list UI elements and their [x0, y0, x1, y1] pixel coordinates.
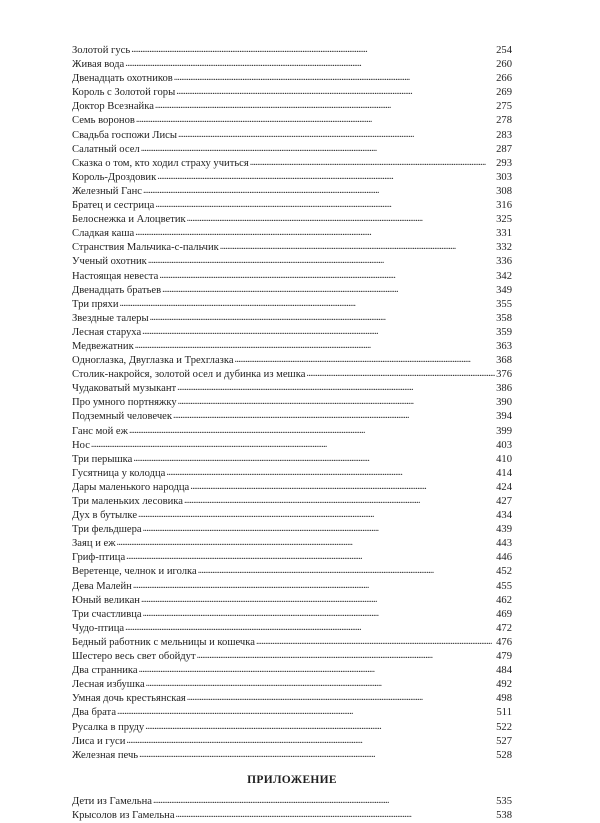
- dot-leader: [150, 311, 496, 325]
- dot-leader: [141, 593, 495, 607]
- dot-leader: [148, 254, 495, 268]
- dot-leader: [159, 269, 495, 283]
- toc-entry-title: Двенадцать братьев: [72, 284, 162, 296]
- toc-entry-page-number: 424: [496, 481, 512, 493]
- toc-entry-page-number: 522: [496, 721, 512, 733]
- dot-leader: [126, 734, 495, 748]
- toc-entry-page-number: 283: [496, 129, 512, 141]
- toc-entry: [72, 495, 512, 509]
- toc-entry-title: Ученый охотник: [72, 256, 147, 268]
- toc-entry-title: Лесная старуха: [72, 326, 142, 338]
- toc-entry-title: Настоящая невеста: [72, 270, 159, 282]
- dot-leader: [133, 579, 495, 593]
- dot-leader: [306, 367, 495, 381]
- toc-entry: [72, 608, 512, 622]
- toc-entry: [72, 636, 512, 650]
- toc-entry: [72, 650, 512, 664]
- appendix-heading: ПРИЛОЖЕНИЕ: [247, 773, 337, 786]
- toc-entry: [72, 523, 512, 537]
- toc-entry: [72, 481, 512, 495]
- dot-leader: [174, 71, 495, 85]
- toc-entry-title: Три перышка: [72, 453, 133, 465]
- toc-entry-title: Дары маленького народца: [72, 481, 190, 493]
- toc-entry-page-number: 303: [496, 171, 512, 183]
- toc-entry-page-number: 394: [496, 411, 512, 423]
- toc-entry-title: Дева Малейн: [72, 580, 132, 592]
- dot-leader: [143, 184, 495, 198]
- dot-leader: [141, 142, 495, 156]
- toc-entry-title: Веретенце, челнок и иголка: [72, 566, 197, 578]
- toc-entry-page-number: 443: [496, 538, 512, 550]
- toc-entry: [72, 735, 512, 749]
- dot-leader: [135, 226, 495, 240]
- toc-entry: [72, 509, 512, 523]
- toc-entry-title: Ганс мой еж: [72, 425, 128, 437]
- toc-entry-page-number: 462: [496, 594, 512, 606]
- toc-entry: [72, 537, 512, 551]
- dot-leader: [235, 353, 496, 367]
- toc-entry: [72, 551, 512, 565]
- toc-entry: [72, 157, 512, 171]
- toc-entry-title: Умная дочь крестьянская: [72, 693, 186, 705]
- toc-entry-page-number: 472: [496, 622, 512, 634]
- toc-entry-page-number: 325: [496, 214, 512, 226]
- toc-entry: [72, 580, 512, 594]
- toc-entry-title: Живая вода: [72, 59, 125, 71]
- toc-entry-page-number: 479: [496, 651, 512, 663]
- dot-leader: [136, 113, 495, 127]
- toc-entry-title: Король-Дроздовик: [72, 171, 157, 183]
- toc-entry-page-number: 266: [496, 73, 512, 85]
- toc-entry-page-number: 331: [496, 228, 512, 240]
- toc-entry: [72, 382, 512, 396]
- toc-entry: [72, 809, 512, 823]
- toc-entry-title: Три пряхи: [72, 298, 119, 310]
- toc-entry-title: Странствия Мальчика-с-пальчик: [72, 242, 219, 254]
- toc-entry-title: Салатный осел: [72, 143, 140, 155]
- toc-entry-page-number: 455: [496, 580, 512, 592]
- toc-entry-title: Чудо-птица: [72, 622, 125, 634]
- toc-entry: [72, 565, 512, 579]
- toc-entry-page-number: 469: [496, 608, 512, 620]
- dot-leader: [162, 283, 495, 297]
- toc-entry-title: Двенадцать охотников: [72, 73, 173, 85]
- toc-entry-title: Шестеро весь свет обойдут: [72, 651, 196, 663]
- toc-entry: [72, 284, 512, 298]
- dot-leader: [126, 550, 495, 564]
- toc-entry-title: Сладкая каша: [72, 228, 135, 240]
- dot-leader: [166, 466, 495, 480]
- dot-leader: [143, 522, 495, 536]
- toc-entry: [72, 185, 512, 199]
- toc-entry: [72, 143, 512, 157]
- toc-entry-page-number: 386: [496, 383, 512, 395]
- toc-entry-title: Гриф-птица: [72, 552, 126, 564]
- dot-leader: [91, 438, 495, 452]
- toc-entry: [72, 664, 512, 678]
- table-of-contents: [72, 44, 512, 823]
- toc-entry-page-number: 287: [496, 143, 512, 155]
- appendix-list: [72, 795, 512, 823]
- toc-entry: [72, 326, 512, 340]
- toc-entry: [72, 396, 512, 410]
- toc-entry: [72, 171, 512, 185]
- toc-entry-title: Заяц и еж: [72, 538, 116, 550]
- dot-leader: [178, 395, 495, 409]
- dot-leader: [129, 424, 495, 438]
- toc-entry: [72, 795, 512, 809]
- toc-entry-page-number: 358: [496, 312, 512, 324]
- toc-entry-page-number: 316: [496, 200, 512, 212]
- toc-entry-page-number: 498: [496, 693, 512, 705]
- dot-leader: [187, 212, 495, 226]
- toc-entry-page-number: 535: [496, 795, 512, 807]
- toc-entry-page-number: 359: [496, 326, 512, 338]
- toc-entry-title: Лиса и гуси: [72, 735, 126, 747]
- toc-entry: [72, 354, 512, 368]
- toc-entry-title: Столик-накройся, золотой осел и дубинка из мешка: [72, 369, 306, 381]
- dot-leader: [125, 621, 495, 635]
- dot-leader: [143, 607, 496, 621]
- dot-leader: [197, 649, 496, 663]
- toc-entry: [72, 270, 512, 284]
- toc-entry-page-number: 293: [496, 157, 512, 169]
- toc-entry-page-number: 511: [496, 707, 512, 719]
- dot-leader: [117, 536, 496, 550]
- toc-entry-page-number: 403: [496, 439, 512, 451]
- dot-leader: [173, 409, 495, 423]
- toc-entry-page-number: 527: [496, 735, 512, 747]
- toc-entry-title: Дух в бутылке: [72, 510, 138, 522]
- dot-leader: [184, 494, 495, 508]
- toc-entry-title: Железный Ганс: [72, 185, 142, 197]
- toc-entry: [72, 410, 512, 424]
- toc-list: [72, 44, 512, 763]
- toc-entry: [72, 227, 512, 241]
- dot-leader: [125, 57, 495, 71]
- toc-entry-title: Братец и сестрица: [72, 200, 155, 212]
- dot-leader: [256, 635, 495, 649]
- dot-leader: [139, 663, 496, 677]
- toc-entry-page-number: 269: [496, 87, 512, 99]
- toc-entry-title: Железная печь: [72, 749, 139, 761]
- toc-entry-page-number: 278: [496, 115, 512, 127]
- toc-entry: [72, 340, 512, 354]
- dot-leader: [250, 156, 495, 170]
- toc-entry-title: Семь воронов: [72, 115, 135, 127]
- toc-entry-page-number: 446: [496, 552, 512, 564]
- toc-entry-page-number: 368: [496, 355, 512, 367]
- toc-entry-page-number: 492: [496, 679, 512, 691]
- toc-entry: [72, 749, 512, 763]
- toc-entry-title: Три маленьких лесовика: [72, 496, 183, 507]
- toc-entry-page-number: 349: [496, 284, 512, 296]
- toc-entry-page-number: 427: [496, 496, 512, 507]
- toc-entry-title: Звездные талеры: [72, 312, 149, 324]
- toc-entry: [72, 692, 512, 706]
- dot-leader: [138, 508, 495, 522]
- toc-entry-title: Лесная избушка: [72, 679, 145, 691]
- toc-entry-page-number: 434: [496, 510, 512, 522]
- toc-entry: [72, 453, 512, 467]
- toc-entry-title: Свадьба госпожи Лисы: [72, 129, 177, 141]
- dot-leader: [131, 43, 495, 57]
- toc-entry-page-number: 410: [496, 453, 512, 465]
- toc-entry-title: Сказка о том, кто ходил страху учиться: [72, 157, 249, 169]
- dot-leader: [190, 480, 495, 494]
- toc-entry-page-number: 308: [496, 185, 512, 197]
- toc-entry: [72, 100, 512, 114]
- dot-leader: [198, 564, 495, 578]
- toc-entry-page-number: 484: [496, 665, 512, 677]
- toc-entry: [72, 721, 512, 735]
- toc-entry-page-number: 476: [496, 636, 512, 648]
- toc-entry: [72, 425, 512, 439]
- toc-entry: [72, 199, 512, 213]
- dot-leader: [155, 99, 495, 113]
- toc-entry-page-number: 254: [496, 45, 512, 56]
- dot-leader: [135, 339, 495, 353]
- toc-entry: [72, 312, 512, 326]
- toc-entry-title: Крысолов из Гамельна: [72, 809, 175, 821]
- toc-entry-page-number: 538: [496, 809, 512, 821]
- toc-entry-title: Белоснежка и Алоцветик: [72, 214, 186, 226]
- toc-entry-page-number: 528: [496, 749, 512, 761]
- toc-entry-page-number: 363: [496, 340, 512, 352]
- dot-leader: [145, 720, 495, 734]
- toc-entry: [72, 467, 512, 481]
- toc-entry: [72, 678, 512, 692]
- toc-entry-title: Три счастливца: [72, 608, 142, 620]
- toc-entry-title: Медвежатник: [72, 340, 134, 352]
- dot-leader: [177, 381, 495, 395]
- toc-entry-title: Три фельдшера: [72, 524, 142, 536]
- toc-entry: [72, 594, 512, 608]
- toc-entry-title: Чудаковатый музыкант: [72, 383, 177, 395]
- toc-entry: [72, 255, 512, 269]
- toc-entry: [72, 58, 512, 72]
- toc-entry-title: Гусятница у колодца: [72, 467, 166, 479]
- toc-entry: [72, 368, 512, 382]
- toc-entry: [72, 72, 512, 86]
- toc-entry: [72, 114, 512, 128]
- toc-entry-title: Два странника: [72, 665, 138, 677]
- dot-leader: [142, 325, 495, 339]
- toc-entry: [72, 241, 512, 255]
- toc-entry-title: Одноглазка, Двуглазка и Трехглазка: [72, 355, 234, 367]
- toc-entry-title: Два брата: [72, 707, 117, 719]
- toc-entry-page-number: 399: [496, 425, 512, 437]
- toc-entry-page-number: 414: [496, 467, 512, 479]
- dot-leader: [146, 677, 495, 691]
- toc-entry-title: Нос: [72, 439, 90, 451]
- toc-entry: [72, 213, 512, 227]
- dot-leader: [220, 240, 495, 254]
- dot-leader: [153, 794, 495, 808]
- dot-leader: [187, 691, 495, 705]
- toc-entry-title: Король с Золотой горы: [72, 87, 176, 99]
- toc-entry: [72, 298, 512, 312]
- dot-leader: [133, 452, 495, 466]
- toc-entry-title: Русалка в пруду: [72, 721, 145, 733]
- dot-leader: [176, 85, 495, 99]
- toc-entry: [72, 439, 512, 453]
- toc-entry-page-number: 332: [496, 242, 512, 254]
- toc-entry-title: Юный великан: [72, 594, 140, 606]
- toc-entry-page-number: 439: [496, 524, 512, 536]
- toc-entry-page-number: 336: [496, 256, 512, 268]
- toc-entry-page-number: 275: [496, 101, 512, 113]
- toc-entry-page-number: 390: [496, 397, 512, 409]
- toc-entry: [72, 86, 512, 100]
- toc-entry-title: Про умного портняжку: [72, 397, 177, 409]
- toc-entry-title: Дети из Гамельна: [72, 795, 152, 807]
- dot-leader: [120, 297, 496, 311]
- toc-entry: [72, 129, 512, 143]
- toc-entry-title: Золотой гусь: [72, 45, 131, 56]
- toc-entry: [72, 706, 512, 720]
- dot-leader: [117, 705, 495, 719]
- toc-entry-page-number: 452: [496, 566, 512, 578]
- toc-entry: [72, 44, 512, 58]
- toc-entry-page-number: 260: [496, 59, 512, 71]
- toc-entry-page-number: 355: [496, 298, 512, 310]
- dot-leader: [155, 198, 495, 212]
- toc-entry-title: Бедный работник с мельницы и кошечка: [72, 636, 255, 648]
- toc-entry-page-number: 376: [496, 369, 512, 381]
- dot-leader: [178, 128, 495, 142]
- toc-entry-title: Доктор Всезнайка: [72, 101, 154, 113]
- dot-leader: [176, 808, 496, 822]
- toc-entry: [72, 622, 512, 636]
- toc-entry-title: Подземный человечек: [72, 411, 173, 423]
- dot-leader: [157, 170, 495, 184]
- toc-entry-page-number: 342: [496, 270, 512, 282]
